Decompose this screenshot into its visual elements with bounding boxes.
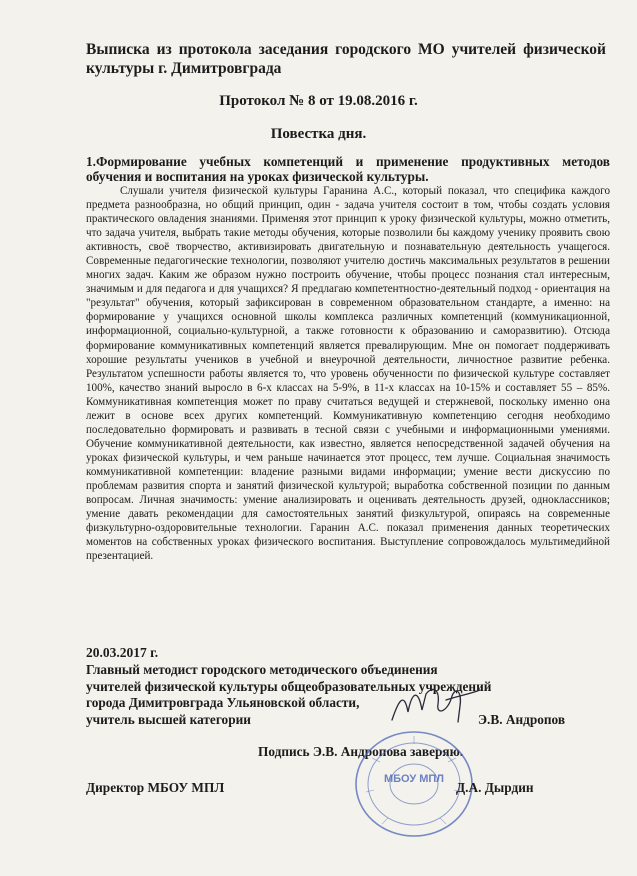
document-date: 20.03.2017 г. (86, 645, 159, 660)
signer-position-line: города Димитровграда Ульяновской области, (86, 695, 360, 710)
stamp-label: МБОУ МПЛ (383, 773, 445, 785)
body-paragraph: Слушали учителя физической культуры Гаранина А.С., который показал, что специфика каждого предмета разнообразна, но общий принцип, один - задача учителя состоит в том, чтобы создать условия практического овладения знаниями. Применяя этот принцип к уроку физической культуры, можно отметить, что задача учителя, выбрать такие методы обучения, которые позволили бы каждому ученику проявить свою активность, своё творчество, активизировать двигательную и познавательную деятельность учащегося. Современные педагогические технологии, позволяют учителю достичь максимальных результатов в решении многих задач. Каким же образом нужно построить обучение, чтобы процесс познания стал интересным, значимым и для педагога и для учащихся? Я предлагаю компетентностно-деятельный подход - ориентация на "результат" обучения, который зафиксирован в современном образовательном стандарте, а именно: на формирование у учащихся основной школы комплекса различных компетенций (коммуникационной, информационной, социально-культурной, а также готовности к образованию и саморазвитию). Отсюда формирование коммуникативных компетенций является превалирующим. Мне он помогает поддерживать хорошие результаты учеников в учебной и внеурочной деятельности, личностное развитие ребенка. Результатом успешности работы является то, что уровень обученности по физической культуре составляет 100%, качество знаний выросло в 6-х классах на 5-9%, в 11-х классах на 10-15% и составляет 55 – 85%. Коммуникативная компетенция может по праву считаться ведущей и стержневой, поскольку именно она лежит в основе всех других компетенций. Коммуникативную компетенцию сегодня необходимо последовательно формировать и развивать в тесной связи с учебными и информационными умениями. Обучение коммуникативной деятельности, как известно, является непосредственной задачей обучения на уроках физической культуры, и чем раньше начинается этот процесс, тем лучше. Социальная значимость коммуникативной компетенции: владение разными видами информации; умение вести дискуссию по проблемам развития спорта и занятий физической культурой; выработка собственной позиции по данным вопросам. Личная значимость: умение анализировать и оценивать деятельность друзей, одноклассников; умение давать рекомендации для самостоятельных занятий физкультурой, опираясь на современные физкультурно-оздоровительные технологии. Гаранин А.С. показал применения данных теоретических моментов на собственных уроках физического воспитания. Выступление сопровождалось мультимедийной презентацией. (86, 185, 610, 563)
document-title: Выписка из протокола заседания городского МО учителей физической культуры г. Димитровграда (86, 41, 606, 77)
director-title: Директор МБОУ МПЛ (86, 780, 225, 795)
handwritten-signature (388, 682, 484, 726)
signer-position-line: учителей физической культуры общеобразовательных учреждений (86, 678, 492, 694)
director-name: Д.А. Дырдин (456, 780, 534, 795)
agenda-heading: Повестка дня. (270, 126, 367, 142)
protocol-line: Протокол № 8 от 19.08.2016 г. (219, 93, 418, 109)
section-heading: 1.Формирование учебных компетенций и применение продуктивных методов обучения и воспитания на уроках физической культуры. (86, 154, 610, 184)
signer-name: Э.В. Андропов (478, 712, 566, 727)
signer-position-line: Главный методист городского методического объединения (86, 662, 438, 677)
verification-line: Подпись Э.В. Андропова заверяю. (258, 744, 464, 759)
signer-position-line: учитель высшей категории (86, 711, 251, 727)
